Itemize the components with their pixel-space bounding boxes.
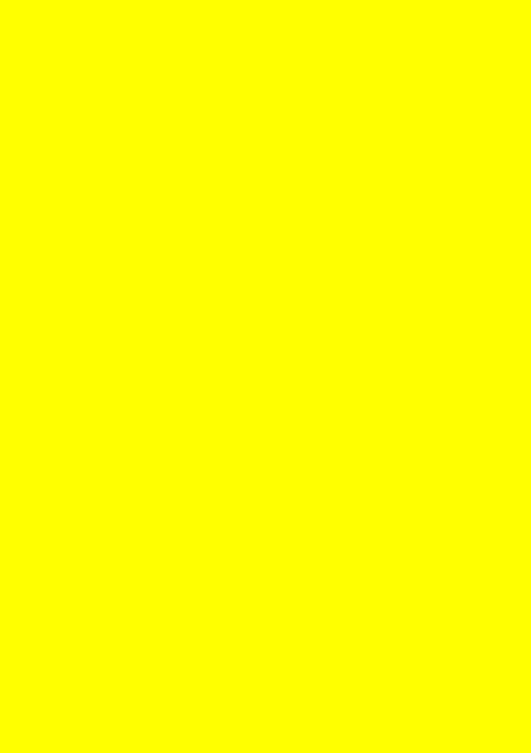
left-firecracker-border xyxy=(24,68,42,690)
bottom-firecracker-border xyxy=(20,690,511,720)
right-firecracker-border xyxy=(492,68,510,690)
top-firecracker-border xyxy=(20,36,511,66)
